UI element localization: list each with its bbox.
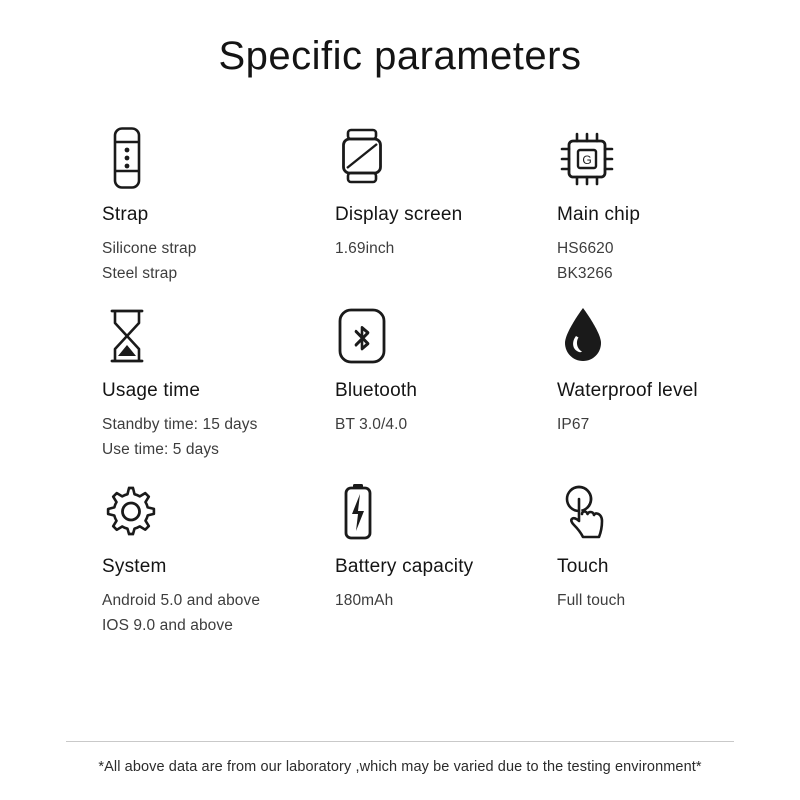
- spec-item-battery-capacity: [335, 477, 557, 653]
- water-drop-icon: [557, 301, 797, 365]
- spec-label: Main chip: [557, 204, 641, 225]
- display-screen-icon: [335, 125, 557, 189]
- touch-hand-icon: [557, 477, 797, 541]
- spec-item-bluetooth: [335, 301, 557, 477]
- spec-label: Bluetooth: [335, 380, 418, 401]
- spec-value: IP67: [557, 415, 590, 433]
- spec-label: Usage time: [102, 380, 201, 401]
- spec-item-touch: [557, 477, 797, 653]
- spec-label: System: [102, 556, 167, 577]
- footer-divider: [66, 741, 734, 742]
- battery-icon: [335, 477, 557, 541]
- footer: [0, 741, 800, 800]
- hourglass-icon: [102, 301, 335, 365]
- spec-value: BT 3.0/4.0: [335, 415, 408, 433]
- spec-value: HS6620: [557, 239, 614, 257]
- spec-value: Full touch: [557, 591, 626, 609]
- spec-value: BK3266: [557, 265, 613, 282]
- spec-label: Waterproof level: [557, 380, 698, 401]
- spec-item-system: [102, 477, 335, 653]
- bluetooth-icon: [335, 301, 557, 365]
- spec-item-usage-time: [102, 301, 335, 477]
- spec-grid: [0, 125, 800, 653]
- spec-value: 180mAh: [335, 591, 394, 609]
- gear-icon: [102, 477, 335, 541]
- spec-label: Battery capacity: [335, 556, 474, 577]
- spec-label: Touch: [557, 556, 609, 577]
- spec-item-waterproof-level: [557, 301, 797, 477]
- spec-value: Android 5.0 and above: [102, 591, 261, 609]
- spec-value: Steel strap: [102, 265, 178, 282]
- spec-label: Strap: [102, 204, 149, 225]
- spec-value: Silicone strap: [102, 239, 197, 257]
- spec-value: Use time: 5 days: [102, 441, 220, 458]
- svg-text:G: G: [582, 153, 592, 167]
- chip-icon: [557, 125, 797, 189]
- strap-icon: [102, 125, 335, 189]
- page-title: Specific parameters: [218, 34, 582, 78]
- spec-value: 1.69inch: [335, 239, 395, 257]
- footer-note: *All above data are from our laboratory ,which may be varied due to the testing environment*: [98, 758, 702, 775]
- spec-value: IOS 9.0 and above: [102, 617, 233, 634]
- spec-item-main-chip: [557, 125, 797, 301]
- spec-item-display-screen: [335, 125, 557, 301]
- spec-label: Display screen: [335, 204, 463, 225]
- spec-item-strap: [102, 125, 335, 301]
- spec-value: Standby time: 15 days: [102, 415, 258, 433]
